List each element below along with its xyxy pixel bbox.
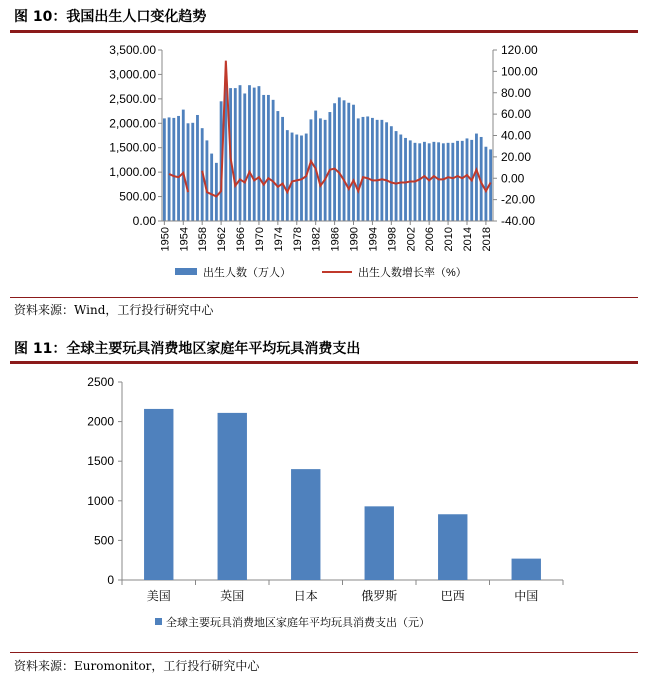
- birth-bar: [210, 154, 213, 221]
- category-label: 中国: [514, 589, 539, 603]
- y-tick-label: 0: [107, 573, 114, 587]
- birth-bar: [281, 117, 284, 221]
- birth-bar: [234, 88, 237, 221]
- birth-bar: [248, 85, 251, 221]
- x-tick-label: 1990: [348, 227, 361, 252]
- birth-bar: [484, 147, 487, 221]
- birth-bar: [447, 143, 450, 221]
- birth-bar: [163, 118, 166, 221]
- category-label: 美国: [146, 589, 171, 603]
- birth-bar: [399, 135, 402, 221]
- y-left-tick-label: 0.00: [132, 214, 156, 228]
- y-left-tick-label: 3,000.00: [109, 67, 156, 82]
- birth-bar: [333, 103, 336, 221]
- birth-bar: [475, 134, 478, 221]
- birth-bar: [272, 100, 275, 221]
- birth-bar: [432, 142, 435, 221]
- birth-bar: [347, 103, 350, 221]
- spending-bar: [438, 514, 467, 580]
- x-tick-label: 2010: [443, 227, 456, 252]
- x-tick-label: 1954: [178, 227, 191, 252]
- figure-10-title: 图 10：我国出生人口变化趋势: [14, 9, 207, 25]
- birth-bar: [352, 105, 355, 221]
- birth-bar: [371, 118, 374, 221]
- y-right-tick-label: 40.00: [501, 128, 532, 143]
- birth-bar: [258, 86, 261, 221]
- x-tick-label: 1994: [367, 227, 380, 252]
- birth-bar: [366, 116, 369, 221]
- birth-bar: [362, 117, 365, 221]
- figure-11-source: 资料来源：Euromonitor，工行投行研究中心: [14, 659, 260, 673]
- x-tick-label: 1982: [310, 227, 323, 252]
- y-left-tick-label: 3,500.00: [109, 43, 156, 57]
- figure-10-bottom-rule: [10, 297, 638, 298]
- birth-bar: [215, 163, 218, 221]
- figure-10-source: 资料来源：Wind，工行投行研究中心: [14, 303, 214, 317]
- x-tick-label: 2002: [405, 227, 418, 252]
- birth-bar: [461, 141, 464, 221]
- birth-bar: [404, 138, 407, 221]
- y-right-tick-label: -20.00: [501, 192, 536, 207]
- figure-10-top-rule: [10, 30, 638, 33]
- spending-bar: [291, 469, 320, 580]
- birth-bar: [291, 133, 294, 221]
- birth-bar: [319, 118, 322, 221]
- x-tick-label: 1970: [253, 227, 266, 252]
- birth-bar: [423, 142, 426, 221]
- figure-11-top-rule: [10, 361, 638, 364]
- birth-bar: [168, 117, 171, 221]
- y-right-tick-label: 20.00: [501, 149, 532, 164]
- birth-bar: [267, 95, 270, 221]
- birth-bar: [172, 118, 175, 221]
- spending-bar: [218, 413, 247, 580]
- birth-bar: [357, 118, 360, 221]
- x-tick-label: 1950: [159, 227, 172, 252]
- x-tick-label: 2014: [461, 227, 474, 252]
- birth-bar: [295, 135, 298, 221]
- category-label: 英国: [220, 589, 245, 603]
- birth-bar: [243, 93, 246, 221]
- x-tick-label: 1978: [291, 227, 304, 252]
- y-left-tick-label: 500.00: [119, 189, 156, 204]
- birth-bar: [206, 140, 209, 221]
- birth-bar: [437, 142, 440, 221]
- birth-bar: [338, 97, 341, 221]
- y-right-tick-label: 80.00: [501, 85, 532, 100]
- figure-11-title: 图 11：全球主要玩具消费地区家庭年平均玩具消费支出: [14, 341, 361, 357]
- y-left-tick-label: 2,000.00: [109, 116, 156, 131]
- y-right-tick-label: 60.00: [501, 107, 532, 122]
- birth-bar: [191, 123, 194, 221]
- y-right-tick-label: 100.00: [501, 64, 538, 79]
- y-left-tick-label: 1,500.00: [109, 140, 156, 155]
- birth-bar: [286, 130, 289, 221]
- category-label: 日本: [293, 589, 318, 603]
- birth-bar: [324, 120, 327, 221]
- x-tick-label: 1986: [329, 227, 342, 252]
- category-label: 俄罗斯: [361, 589, 398, 603]
- y-tick-label: 1500: [87, 454, 114, 469]
- x-tick-label: 1966: [235, 227, 248, 252]
- birth-bar: [196, 115, 199, 221]
- y-tick-label: 500: [93, 533, 114, 548]
- y-right-tick-label: -40.00: [501, 214, 536, 228]
- legend-bar-label: 出生人数（万人）: [203, 267, 291, 279]
- birth-bar: [262, 95, 265, 221]
- birth-bar: [253, 88, 256, 221]
- y-right-tick-label: 0.00: [501, 171, 525, 186]
- y-left-tick-label: 1,000.00: [109, 165, 156, 180]
- birth-bar: [187, 123, 190, 221]
- y-tick-label: 2500: [87, 375, 114, 389]
- birth-bar: [239, 85, 242, 221]
- birth-bar: [390, 126, 393, 221]
- x-tick-label: 2018: [480, 226, 493, 252]
- y-right-tick-label: 120.00: [501, 43, 538, 57]
- birth-bar: [442, 143, 445, 221]
- birth-bar: [276, 111, 279, 221]
- birth-trend-chart: [0, 34, 648, 296]
- y-tick-label: 2000: [87, 414, 114, 429]
- x-tick-label: 1974: [272, 227, 285, 252]
- spending-bar: [512, 559, 541, 580]
- legend-swatch: [155, 618, 162, 625]
- birth-bar: [328, 112, 331, 221]
- birth-bar: [380, 120, 383, 221]
- y-tick-label: 1000: [87, 493, 114, 508]
- x-tick-label: 1958: [197, 227, 210, 252]
- birth-bar: [385, 122, 388, 221]
- birth-bar: [182, 110, 185, 221]
- birth-bar: [376, 120, 379, 221]
- legend-bar-swatch: [175, 268, 197, 275]
- figure-11-bottom-rule: [10, 652, 638, 653]
- birth-bar: [418, 143, 421, 221]
- category-label: 巴西: [440, 589, 465, 603]
- x-tick-label: 1962: [216, 227, 229, 252]
- birth-bar: [451, 143, 454, 221]
- legend-label: 全球主要玩具消费地区家庭年平均玩具消费支出（元）: [166, 617, 430, 629]
- birth-bar: [177, 116, 180, 221]
- legend-line-label: 出生人数增长率（%）: [358, 267, 467, 279]
- birth-bar: [428, 143, 431, 221]
- toy-spending-chart: [0, 366, 648, 652]
- birth-bar: [310, 119, 313, 221]
- x-tick-label: 2006: [424, 227, 437, 252]
- birth-bar: [343, 100, 346, 221]
- spending-bar: [365, 506, 394, 580]
- birth-bar: [395, 131, 398, 221]
- x-tick-label: 1998: [386, 227, 399, 252]
- birth-bar: [466, 138, 469, 221]
- y-left-tick-label: 2,500.00: [109, 91, 156, 106]
- birth-bar: [456, 141, 459, 221]
- spending-bar: [144, 409, 173, 580]
